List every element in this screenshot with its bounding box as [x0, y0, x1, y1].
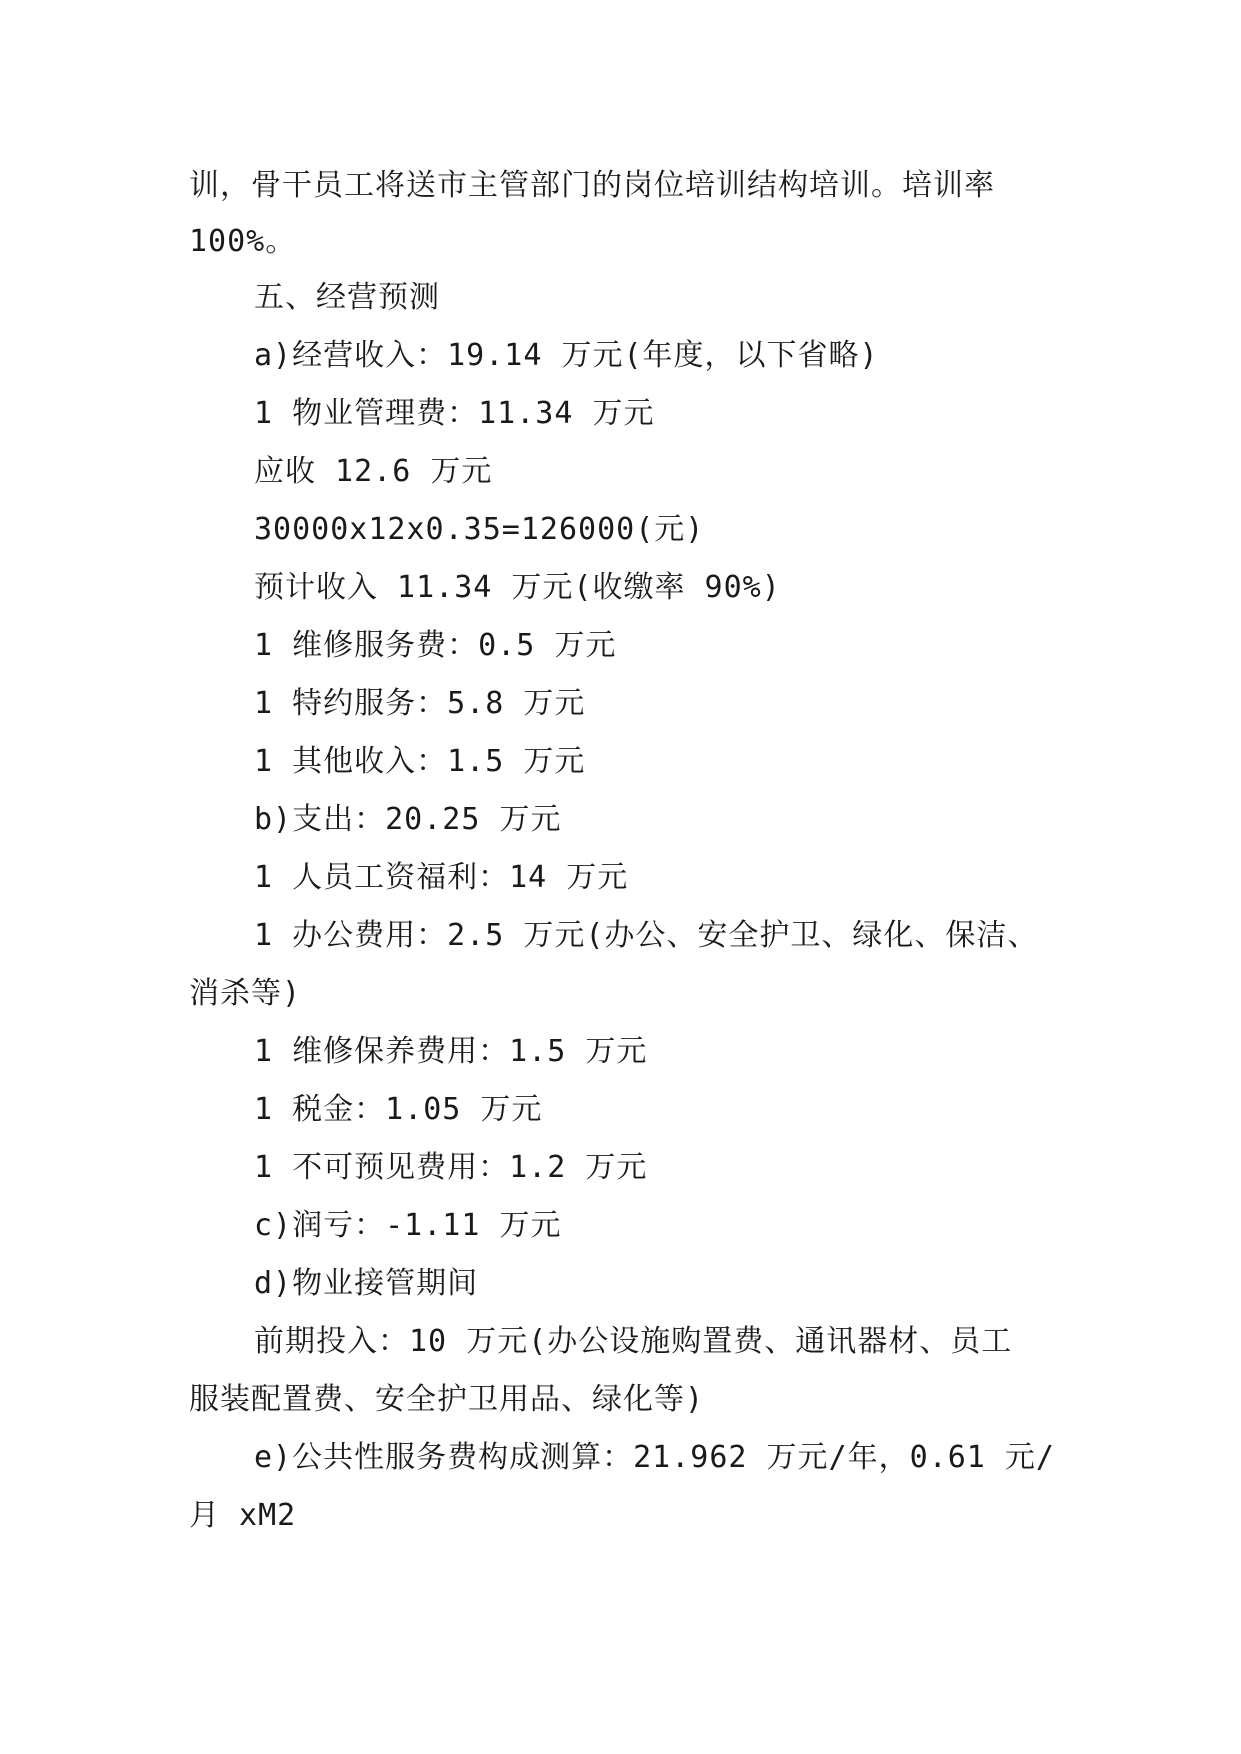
list-item: 1 特约服务：5.8 万元 — [254, 686, 586, 721]
paragraph-line: b)支出：20.25 万元 — [254, 802, 562, 837]
paragraph-line: c)润亏：-1.11 万元 — [254, 1208, 562, 1243]
paragraph-line: 30000x12x0.35=126000(元) — [254, 512, 705, 547]
list-item: 1 维修保养费用：1.5 万元 — [254, 1034, 648, 1069]
paragraph-line: e)公共性服务费构成测算：21.962 万元/年，0.61 元/ — [254, 1440, 1055, 1475]
paragraph-line: 服装配置费、安全护卫用品、绿化等) — [189, 1382, 705, 1417]
paragraph-line: 100%。 — [189, 224, 297, 259]
paragraph-line: d)物业接管期间 — [254, 1266, 479, 1301]
paragraph-line: 前期投入：10 万元(办公设施购置费、通讯器材、员工 — [254, 1324, 1013, 1359]
paragraph-line: 训，骨干员工将送市主管部门的岗位培训结构培训。培训率 — [189, 168, 995, 203]
section-heading: 五、经营预测 — [254, 280, 440, 315]
list-item: 1 其他收入：1.5 万元 — [254, 744, 586, 779]
list-item: 1 不可预见费用：1.2 万元 — [254, 1150, 648, 1185]
paragraph-line: 预计收入 11.34 万元(收缴率 90%) — [254, 570, 781, 605]
paragraph-line: 月 xM2 — [189, 1498, 297, 1533]
list-item: 1 办公费用：2.5 万元(办公、安全护卫、绿化、保洁、 — [254, 918, 1039, 953]
list-item: 1 维修服务费：0.5 万元 — [254, 628, 617, 663]
list-item: 1 税金：1.05 万元 — [254, 1092, 543, 1127]
paragraph-line: 应收 12.6 万元 — [254, 454, 493, 489]
paragraph-line: 消杀等) — [189, 976, 302, 1011]
list-item: 1 物业管理费：11.34 万元 — [254, 396, 655, 431]
paragraph-line: a)经营收入：19.14 万元(年度，以下省略) — [254, 338, 879, 373]
list-item: 1 人员工资福利：14 万元 — [254, 860, 629, 895]
